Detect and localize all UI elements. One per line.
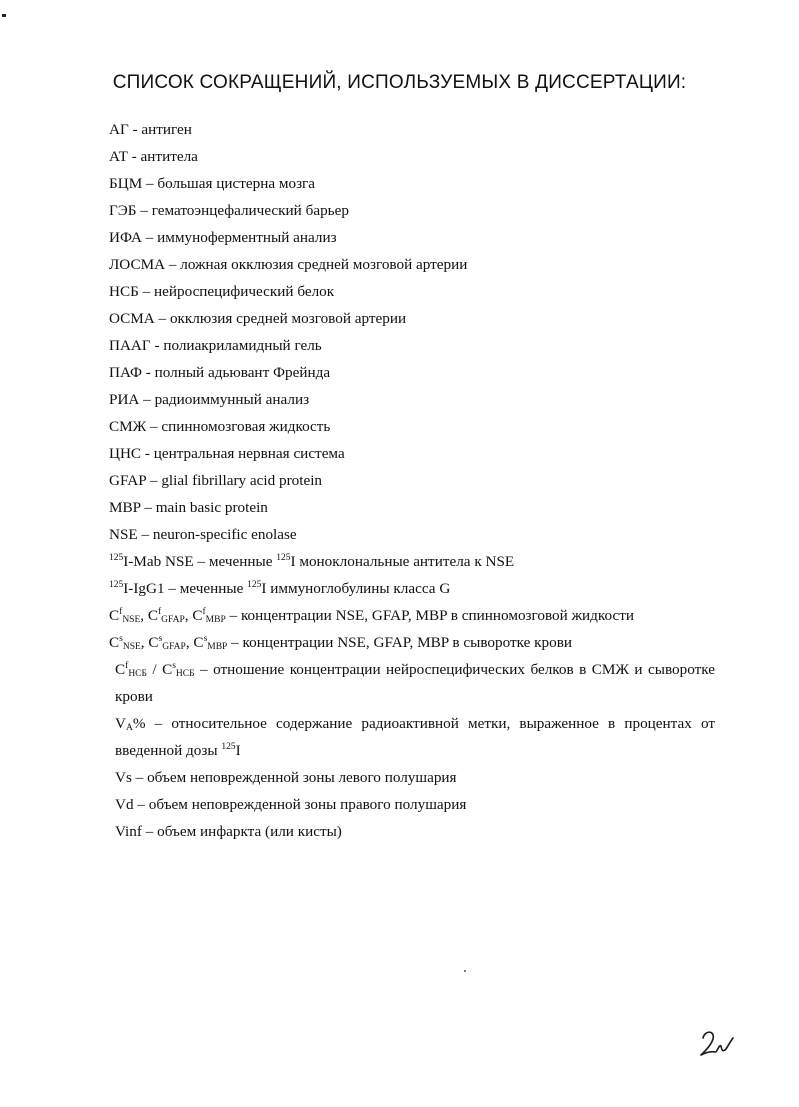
abbreviation-bcm: БЦМ – большая цистерна мозга [109,175,316,192]
symbol-c: , C [184,607,203,624]
page-title: СПИСОК СОКРАЩЕНИЙ, ИСПОЛЬЗУЕМЫХ В ДИССЕРТАЦИИ: [112,72,687,93]
symbol-c: / C [146,661,173,678]
abbreviation-paag: ПААГ - полиакриламидный гель [109,337,322,354]
abbreviation-text: – концентрации NSE, GFAP, MBP в спинномозговой жидкости [225,607,634,624]
abbreviation-text: I иммуноглобулины класса G [261,580,451,597]
scan-artifact-dot [464,970,466,972]
symbol-c: C [109,607,120,624]
symbol-c: , C [185,634,204,651]
superscript: f [158,607,162,617]
symbol-c: , C [140,607,158,624]
abbreviation-va-percent [109,710,715,764]
superscript: s [172,661,176,671]
isotope-mass: 125 [109,580,124,590]
subscript: НСБ [128,669,147,679]
abbreviation-list [109,116,715,845]
abbreviation-vd: Vd – объем неповрежденной зоны правого полушария [115,796,467,813]
superscript: s [203,634,208,644]
isotope-mass: 125 [109,553,124,563]
abbreviation-nsb: НСБ – нейроспецифический белок [109,283,335,300]
subscript: НСБ [175,669,195,679]
abbreviation-serum-concentrations [109,629,715,656]
superscript: s [119,634,123,644]
isotope-symbol: I [235,742,241,759]
abbreviation-vinf: Vinf – объем инфаркта (или кисты) [115,823,342,840]
superscript: f [125,661,129,671]
abbreviation-losma: ЛОСМА – ложная окклюзия средней мозговой артерии [109,256,468,273]
abbreviation-nse: NSE – neuron-specific enolase [109,526,297,543]
abbreviation-csf-concentrations [109,602,715,629]
isotope-mass: 125 [247,580,262,590]
superscript: f [202,607,206,617]
abbreviation-cns: ЦНС - центральная нервная система [109,445,345,462]
page-number [697,1022,737,1062]
scan-artifact-mark [2,14,6,17]
abbreviation-text: % – относительное содержание радиоактивной метки, выраженное в процентах от введенной дозы [115,715,715,759]
abbreviation-osma: ОСМА – окклюзия средней мозговой артерии [109,310,407,327]
subscript: GFAP [162,642,186,652]
abbreviation-text: I-Mab NSE – меченные [123,553,277,570]
subscript: NSE [122,615,141,625]
subscript: A [125,723,133,733]
abbreviation-text: – концентрации NSE, GFAP, MBP в сыворотке крови [227,634,573,651]
abbreviation-smzh: СМЖ – спинномозговая жидкость [109,418,331,435]
isotope-mass: 125 [276,553,291,563]
superscript: f [119,607,123,617]
subscript: MBP [205,615,226,625]
abbreviation-mab-nse [109,548,715,575]
symbol-c: , C [140,634,159,651]
abbreviation-ria: РИА – радиоиммунный анализ [109,391,310,408]
symbol-c: C [115,661,126,678]
subscript: GFAP [161,615,185,625]
abbreviation-at: АТ - антитела [109,148,198,165]
symbol-v: V [115,715,126,732]
abbreviation-ifa: ИФА – иммуноферментный анализ [109,229,337,246]
abbreviation-text: I-IgG1 – меченные [123,580,248,597]
abbreviation-mbp: MBP – main basic protein [109,499,268,516]
abbreviation-concentration-ratio [109,656,715,710]
subscript: NSE [122,642,141,652]
symbol-c: C [109,634,120,651]
abbreviation-igg1 [109,575,715,602]
subscript: MBP [207,642,228,652]
abbreviation-gfap: GFAP – glial fibrillary acid protein [109,472,323,489]
handwritten-page-number [697,1022,737,1062]
abbreviation-ag: АГ - антиген [109,121,192,138]
abbreviation-geb: ГЭБ – гематоэнцефалический барьер [109,202,349,219]
superscript: s [158,634,163,644]
abbreviation-text: – отношение концентрации нейроспецифических белков в СМЖ и сыворотке крови [115,661,715,705]
abbreviation-paf: ПАФ - полный адьювант Фрейнда [109,364,331,381]
abbreviation-vs: Vs – объем неповрежденной зоны левого полушария [115,769,457,786]
abbreviation-text: I моноклональные антитела к NSE [290,553,515,570]
isotope-mass: 125 [221,742,236,752]
